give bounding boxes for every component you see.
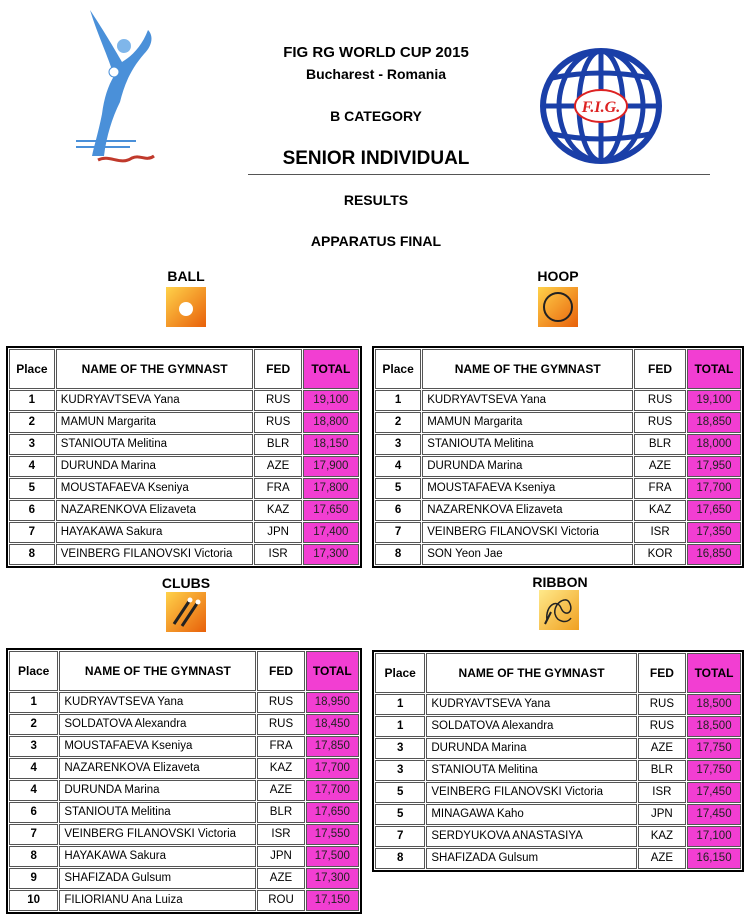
col-name-header: NAME OF THE GYMNAST — [422, 349, 633, 389]
table-row — [9, 846, 359, 867]
place-cell: 1 — [375, 390, 421, 411]
col-fed-header: FED — [638, 653, 686, 693]
gymnast-name-cell: DURUNDA Marina — [422, 456, 633, 477]
total-score-cell: 17,850 — [306, 736, 359, 757]
table-row — [375, 782, 741, 803]
total-score-cell: 18,850 — [687, 412, 741, 433]
table-row — [375, 390, 741, 411]
place-cell: 6 — [9, 500, 55, 521]
federation-cell: RUS — [257, 714, 304, 735]
place-cell: 9 — [9, 868, 58, 889]
total-score-cell: 17,950 — [687, 456, 741, 477]
total-score-cell: 17,800 — [303, 478, 359, 499]
gymnast-name-cell: DURUNDA Marina — [59, 780, 256, 801]
place-cell: 8 — [9, 544, 55, 565]
federation-cell: RUS — [638, 716, 686, 737]
federation-cell: KAZ — [638, 826, 686, 847]
total-score-cell: 18,500 — [687, 716, 741, 737]
clubs-title: CLUBS — [161, 575, 211, 591]
federation-cell: RUS — [638, 694, 686, 715]
federation-cell: AZE — [638, 848, 686, 869]
hoop-results-table — [372, 346, 744, 568]
place-cell: 8 — [9, 846, 58, 867]
gymnast-name-cell: FILIORIANU Ana Luiza — [59, 890, 256, 911]
gymnast-name-cell: NAZARENKOVA Elizaveta — [56, 500, 254, 521]
fig-logo-text: F.I.G. — [581, 99, 621, 116]
table-row — [9, 824, 359, 845]
total-score-cell: 17,350 — [687, 522, 741, 543]
hoop-icon — [538, 287, 578, 327]
federation-cell: ROU — [257, 890, 304, 911]
table-row — [375, 804, 741, 825]
federation-cell: RUS — [254, 412, 301, 433]
federation-cell: KOR — [634, 544, 686, 565]
gymnast-name-cell: VEINBERG FILANOVSKI Victoria — [59, 824, 256, 845]
total-score-cell: 18,800 — [303, 412, 359, 433]
table-row — [375, 478, 741, 499]
federation-cell: ISR — [638, 782, 686, 803]
federation-cell: BLR — [638, 760, 686, 781]
total-score-cell: 17,700 — [306, 780, 359, 801]
table-row — [375, 456, 741, 477]
federation-cell: AZE — [638, 738, 686, 759]
federation-cell: BLR — [634, 434, 686, 455]
total-score-cell: 17,300 — [306, 868, 359, 889]
gymnast-name-cell: STANIOUTA Melitina — [422, 434, 633, 455]
col-place-header: Place — [9, 651, 58, 691]
total-score-cell: 17,550 — [306, 824, 359, 845]
place-cell: 6 — [375, 500, 421, 521]
gymnast-name-cell: MAMUN Margarita — [422, 412, 633, 433]
total-score-cell: 17,500 — [306, 846, 359, 867]
gymnast-name-cell: STANIOUTA Melitina — [59, 802, 256, 823]
gymnast-name-cell: VEINBERG FILANOVSKI Victoria — [426, 782, 636, 803]
place-cell: 7 — [375, 826, 425, 847]
federation-cell: BLR — [254, 434, 301, 455]
table-row — [9, 456, 359, 477]
table-row — [375, 434, 741, 455]
place-cell: 3 — [375, 760, 425, 781]
col-total-header: TOTAL — [687, 349, 741, 389]
table-row — [9, 478, 359, 499]
place-cell: 7 — [375, 522, 421, 543]
federation-cell: RUS — [257, 692, 304, 713]
table-row — [9, 780, 359, 801]
col-name-header: NAME OF THE GYMNAST — [59, 651, 256, 691]
place-cell: 1 — [9, 692, 58, 713]
table-row — [375, 500, 741, 521]
table-row — [375, 760, 741, 781]
total-score-cell: 17,100 — [687, 826, 741, 847]
total-score-cell: 17,300 — [303, 544, 359, 565]
table-header-row — [9, 651, 359, 691]
place-cell: 6 — [9, 802, 58, 823]
table-row — [375, 544, 741, 565]
total-score-cell: 16,150 — [687, 848, 741, 869]
total-score-cell: 18,150 — [303, 434, 359, 455]
place-cell: 3 — [9, 434, 55, 455]
gymnast-name-cell: MAMUN Margarita — [56, 412, 254, 433]
federation-cell: FRA — [257, 736, 304, 757]
place-cell: 3 — [9, 736, 58, 757]
col-name-header: NAME OF THE GYMNAST — [56, 349, 254, 389]
table-row — [9, 714, 359, 735]
division-label: SENIOR INDIVIDUAL — [282, 148, 470, 169]
place-cell: 7 — [9, 522, 55, 543]
total-score-cell: 17,450 — [687, 804, 741, 825]
federation-cell: ISR — [257, 824, 304, 845]
federation-cell: RUS — [634, 390, 686, 411]
gymnast-name-cell: NAZARENKOVA Elizaveta — [422, 500, 633, 521]
federation-cell: KAZ — [257, 758, 304, 779]
table-header-row — [9, 349, 359, 389]
federation-cell: ISR — [634, 522, 686, 543]
federation-cell: JPN — [254, 522, 301, 543]
col-total-header: TOTAL — [303, 349, 359, 389]
table-row — [9, 692, 359, 713]
gymnast-name-cell: KUDRYAVTSEVA Yana — [426, 694, 636, 715]
header-divider — [248, 174, 710, 175]
ball-title: BALL — [167, 268, 205, 284]
table-row — [9, 500, 359, 521]
event-title: FIG RG WORLD CUP 2015 — [283, 44, 469, 61]
total-score-cell: 18,500 — [687, 694, 741, 715]
table-row — [9, 522, 359, 543]
federation-cell: AZE — [634, 456, 686, 477]
total-score-cell: 17,650 — [303, 500, 359, 521]
table-row — [9, 544, 359, 565]
col-total-header: TOTAL — [687, 653, 741, 693]
federation-cell: KAZ — [254, 500, 301, 521]
gymnast-name-cell: HAYAKAWA Sakura — [59, 846, 256, 867]
event-city: Bucharest - Romania — [305, 66, 447, 82]
place-cell: 7 — [9, 824, 58, 845]
table-row — [9, 868, 359, 889]
place-cell: 5 — [375, 804, 425, 825]
gymnast-name-cell: SHAFIZADA Gulsum — [59, 868, 256, 889]
place-cell: 2 — [9, 714, 58, 735]
category-label: B CATEGORY — [330, 108, 422, 124]
place-cell: 1 — [375, 694, 425, 715]
gymnast-name-cell: KUDRYAVTSEVA Yana — [56, 390, 254, 411]
table-row — [9, 890, 359, 911]
place-cell: 8 — [375, 848, 425, 869]
total-score-cell: 17,450 — [687, 782, 741, 803]
place-cell: 3 — [375, 434, 421, 455]
place-cell: 2 — [375, 412, 421, 433]
gymnast-name-cell: SOLDATOVA Alexandra — [426, 716, 636, 737]
table-row — [9, 434, 359, 455]
gymnast-name-cell: VEINBERG FILANOVSKI Victoria — [56, 544, 254, 565]
table-header-row — [375, 349, 741, 389]
col-fed-header: FED — [257, 651, 304, 691]
federation-cell: ISR — [254, 544, 301, 565]
col-name-header: NAME OF THE GYMNAST — [426, 653, 636, 693]
total-score-cell: 17,700 — [306, 758, 359, 779]
table-row — [375, 412, 741, 433]
gymnast-name-cell: VEINBERG FILANOVSKI Victoria — [422, 522, 633, 543]
gymnast-name-cell: DURUNDA Marina — [426, 738, 636, 759]
place-cell: 8 — [375, 544, 421, 565]
gymnast-name-cell: DURUNDA Marina — [56, 456, 254, 477]
gymnast-name-cell: SERDYUKOVA ANASTASIYA — [426, 826, 636, 847]
table-row — [9, 736, 359, 757]
gymnast-name-cell: NAZARENKOVA Elizaveta — [59, 758, 256, 779]
gymnast-name-cell: KUDRYAVTSEVA Yana — [422, 390, 633, 411]
place-cell: 2 — [9, 412, 55, 433]
place-cell: 3 — [375, 738, 425, 759]
col-fed-header: FED — [634, 349, 686, 389]
federation-cell: FRA — [254, 478, 301, 499]
total-score-cell: 17,150 — [306, 890, 359, 911]
col-place-header: Place — [375, 349, 421, 389]
table-row — [375, 522, 741, 543]
gymnast-name-cell: SON Yeon Jae — [422, 544, 633, 565]
total-score-cell: 17,750 — [687, 760, 741, 781]
federation-cell: AZE — [254, 456, 301, 477]
hoop-title: HOOP — [537, 268, 579, 284]
place-cell: 4 — [9, 780, 58, 801]
federation-cell: RUS — [254, 390, 301, 411]
total-score-cell: 19,100 — [687, 390, 741, 411]
total-score-cell: 17,400 — [303, 522, 359, 543]
table-row — [9, 758, 359, 779]
federation-cell: JPN — [638, 804, 686, 825]
federation-cell: JPN — [257, 846, 304, 867]
total-score-cell: 17,900 — [303, 456, 359, 477]
total-score-cell: 18,950 — [306, 692, 359, 713]
gymnast-name-cell: KUDRYAVTSEVA Yana — [59, 692, 256, 713]
table-row — [9, 390, 359, 411]
gymnast-name-cell: HAYAKAWA Sakura — [56, 522, 254, 543]
gymnast-name-cell: STANIOUTA Melitina — [426, 760, 636, 781]
gymnast-name-cell: MOUSTAFAEVA Kseniya — [59, 736, 256, 757]
place-cell: 4 — [375, 456, 421, 477]
table-header-row — [375, 653, 741, 693]
table-row — [375, 826, 741, 847]
place-cell: 5 — [375, 782, 425, 803]
apparatus-final-label: APPARATUS FINAL — [310, 233, 442, 249]
gymnast-name-cell: MINAGAWA Kaho — [426, 804, 636, 825]
total-score-cell: 16,850 — [687, 544, 741, 565]
table-row — [9, 412, 359, 433]
federation-cell: AZE — [257, 780, 304, 801]
total-score-cell: 17,650 — [306, 802, 359, 823]
federation-cell: RUS — [634, 412, 686, 433]
clubs-icon — [166, 592, 206, 632]
gymnast-name-cell: MOUSTAFAEVA Kseniya — [56, 478, 254, 499]
place-cell: 5 — [375, 478, 421, 499]
ribbon-title: RIBBON — [532, 574, 588, 590]
place-cell: 10 — [9, 890, 58, 911]
clubs-results-table — [6, 648, 362, 914]
federation-cell: AZE — [257, 868, 304, 889]
gymnast-name-cell: MOUSTAFAEVA Kseniya — [422, 478, 633, 499]
table-row — [375, 694, 741, 715]
gymnast-name-cell: SHAFIZADA Gulsum — [426, 848, 636, 869]
total-score-cell: 17,650 — [687, 500, 741, 521]
total-score-cell: 17,700 — [687, 478, 741, 499]
federation-cell: FRA — [634, 478, 686, 499]
federation-cell: KAZ — [634, 500, 686, 521]
table-row — [375, 738, 741, 759]
ball-icon — [166, 287, 206, 327]
total-score-cell: 19,100 — [303, 390, 359, 411]
federation-cell: BLR — [257, 802, 304, 823]
place-cell: 5 — [9, 478, 55, 499]
total-score-cell: 18,450 — [306, 714, 359, 735]
col-fed-header: FED — [254, 349, 301, 389]
col-place-header: Place — [375, 653, 425, 693]
place-cell: 1 — [375, 716, 425, 737]
table-row — [375, 716, 741, 737]
place-cell: 1 — [9, 390, 55, 411]
table-row — [375, 848, 741, 869]
place-cell: 4 — [9, 456, 55, 477]
ball-results-table — [6, 346, 362, 568]
results-label: RESULTS — [343, 192, 409, 208]
gymnast-name-cell: STANIOUTA Melitina — [56, 434, 254, 455]
total-score-cell: 18,000 — [687, 434, 741, 455]
col-place-header: Place — [9, 349, 55, 389]
ribbon-icon — [539, 590, 579, 630]
total-score-cell: 17,750 — [687, 738, 741, 759]
table-row — [9, 802, 359, 823]
ribbon-results-table — [372, 650, 744, 872]
place-cell: 4 — [9, 758, 58, 779]
gymnast-name-cell: SOLDATOVA Alexandra — [59, 714, 256, 735]
col-total-header: TOTAL — [306, 651, 359, 691]
